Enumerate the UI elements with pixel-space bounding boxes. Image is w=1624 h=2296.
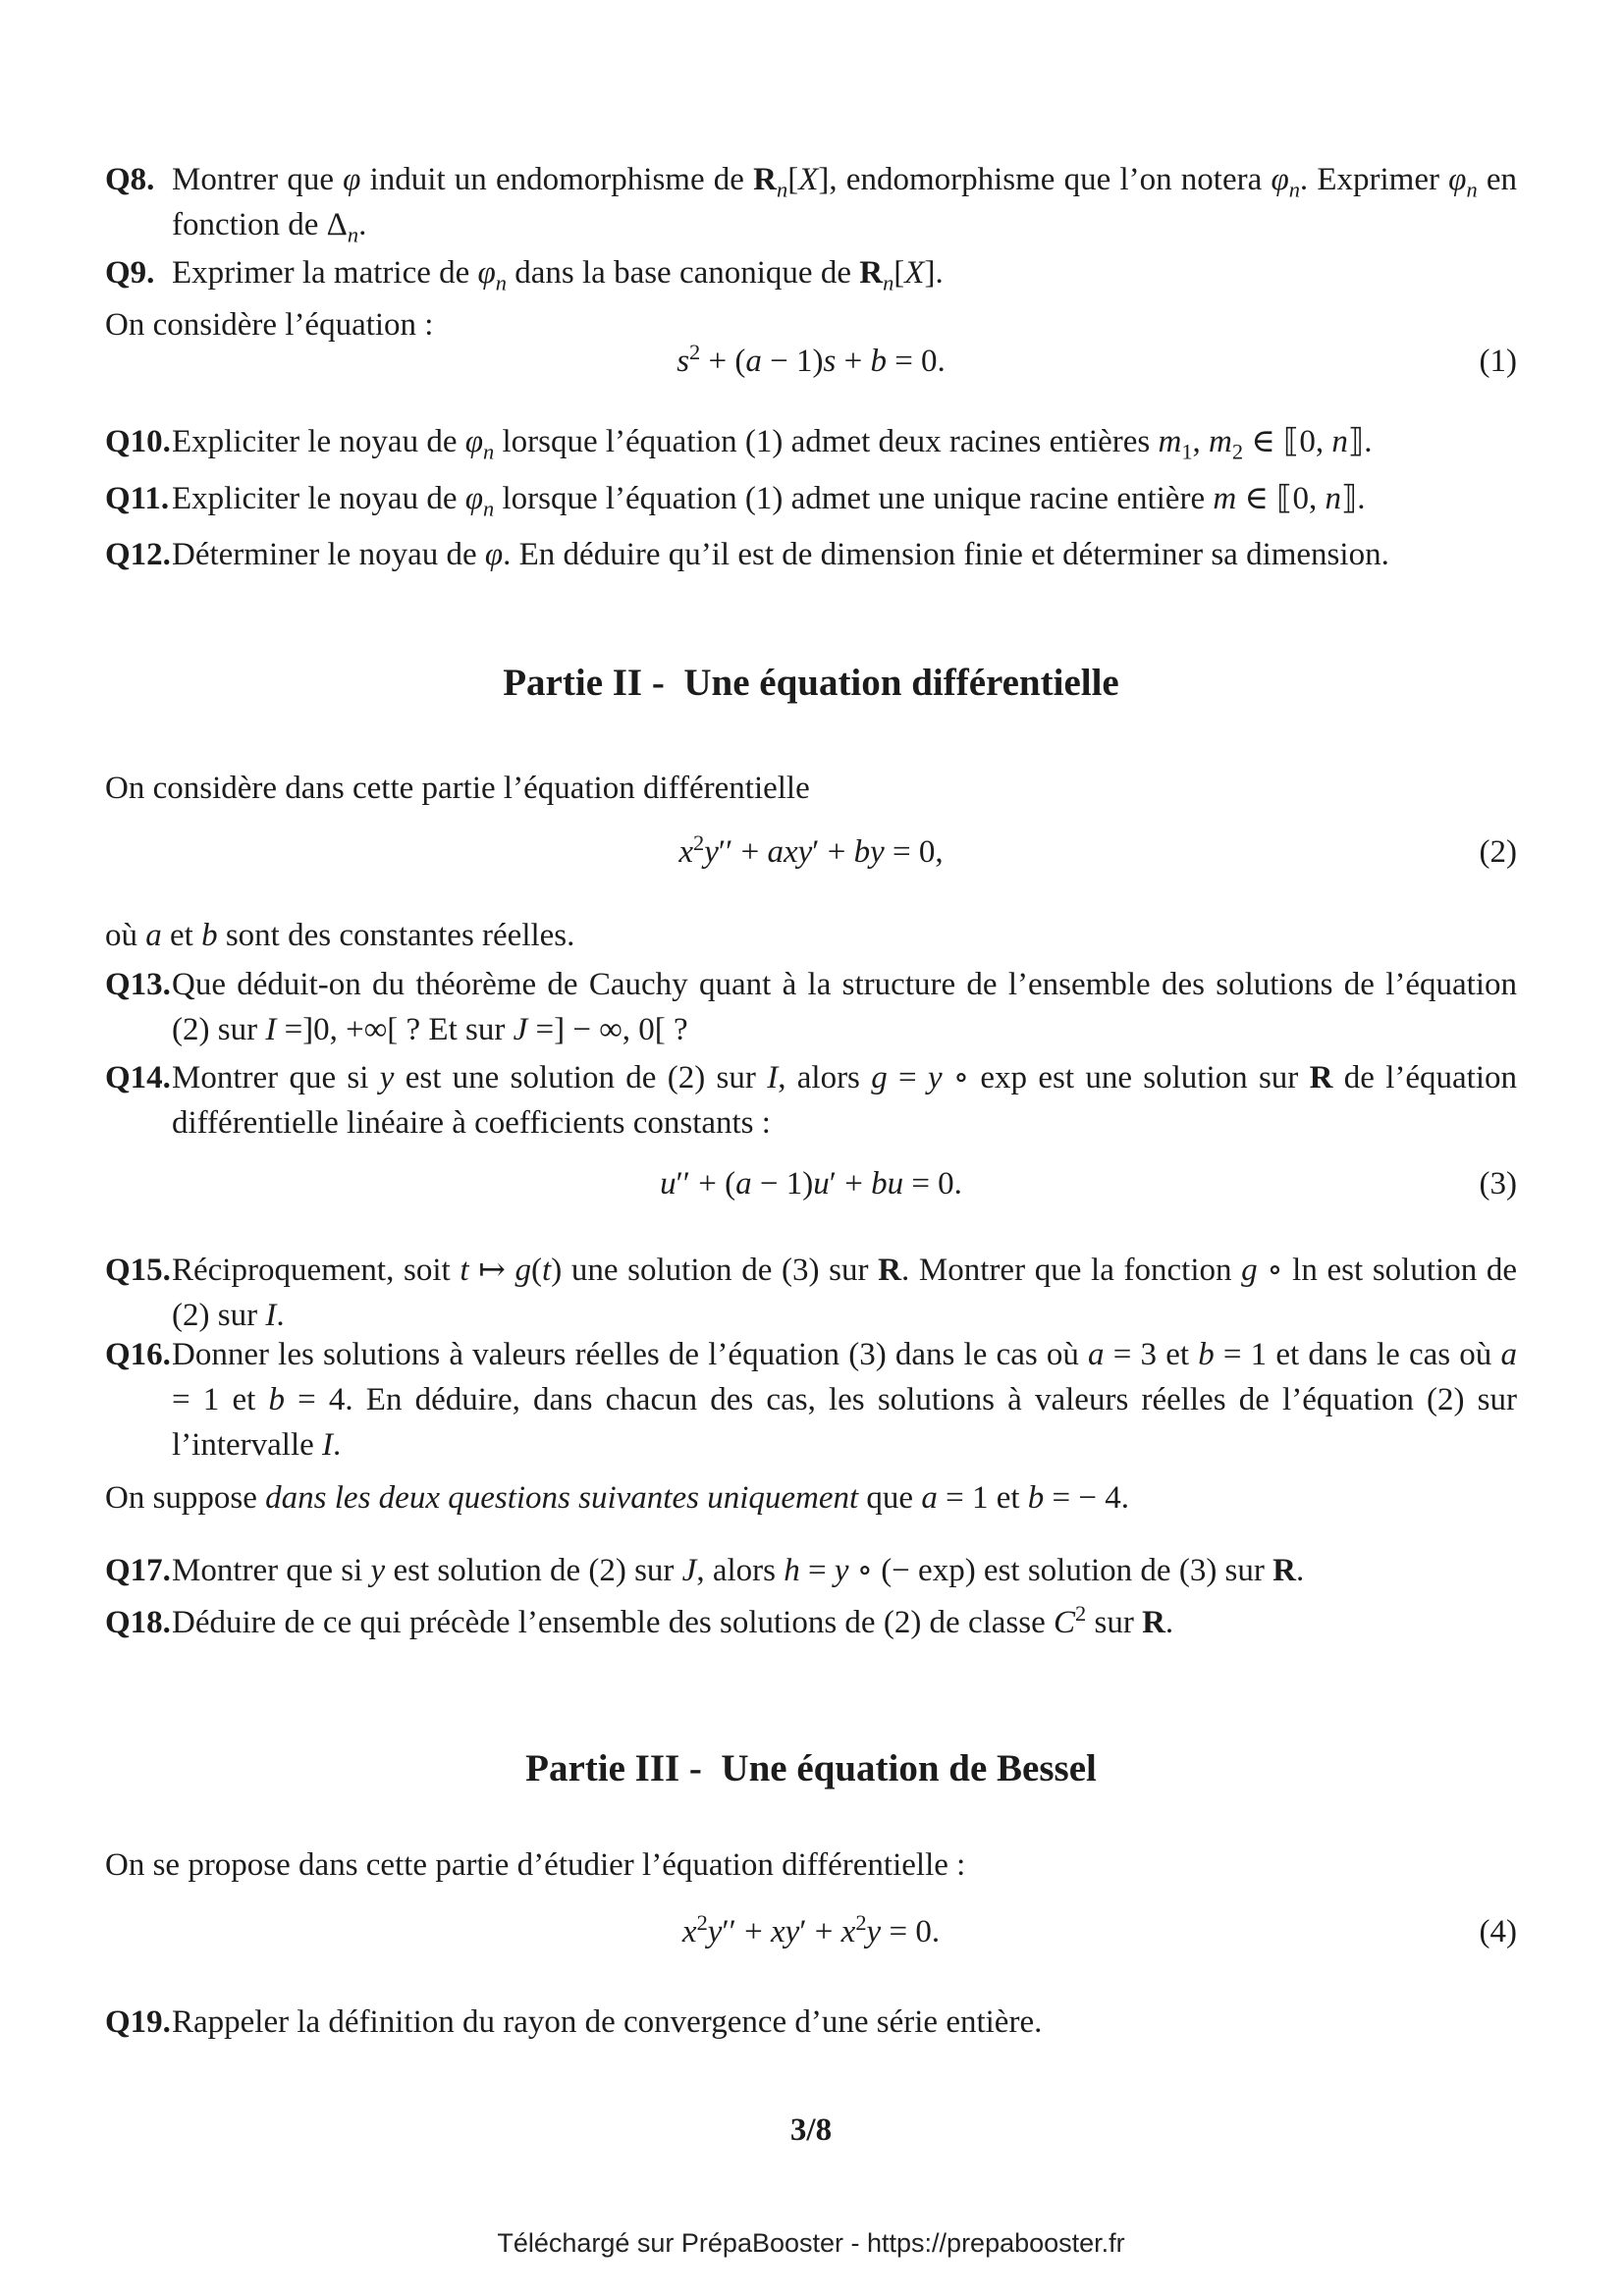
question-q13 — [105, 962, 1517, 1052]
question-q12 — [105, 532, 1517, 577]
question-body: Déduire de ce qui précède l’ensemble des solutions de (2) de classe $C^2$ sur R. — [172, 1601, 1174, 1640]
question-text — [105, 250, 1517, 295]
equation-number: (4) — [1479, 1914, 1517, 1949]
paragraph-text: On suppose dans les deux questions suivantes uniquement que a = 1 et b = − 4. — [105, 1480, 1129, 1516]
question-q15 — [105, 1248, 1517, 1338]
page-number: 3/8 — [789, 2112, 833, 2148]
question-text — [105, 1600, 1517, 1645]
question-text — [105, 2000, 1517, 2045]
equation-4 — [105, 1909, 1517, 1954]
question-label: Q13. — [105, 967, 171, 1002]
paragraph-text: On considère dans cette partie l’équation différentielle — [105, 771, 810, 806]
equation-body: $x^2y'' + xy' + x^2y = 0$. — [681, 1910, 941, 1949]
question-label: Q18. — [105, 1605, 171, 1640]
question-label: Q11. — [105, 481, 170, 516]
question-label: Q17. — [105, 1553, 171, 1588]
question-q17 — [105, 1548, 1517, 1593]
question-text — [105, 532, 1517, 577]
paragraph-hypothese — [105, 1475, 1517, 1521]
question-label: Q19. — [105, 2004, 171, 2040]
question-label: Q16. — [105, 1337, 171, 1372]
equation-number: (1) — [1479, 344, 1517, 379]
equation-2 — [105, 829, 1517, 875]
paragraph-partie3-intro — [105, 1842, 1517, 1888]
footer-text: Téléchargé sur PrépaBooster - https://prepabooster.fr — [497, 2228, 1125, 2258]
question-text — [105, 1332, 1517, 1468]
question-text — [105, 1055, 1517, 1146]
section-heading-partie-3: Partie III - Une équation de Bessel — [525, 1747, 1097, 1789]
question-body: Expliciter le noyau de $\varphi_n$ lorsque l’équation (1) admet une unique racine entière m ∈ ⟦0, n⟧. — [172, 481, 1366, 521]
question-text — [105, 157, 1517, 247]
question-text — [105, 476, 1517, 521]
question-body: Que déduit-on du théorème de Cauchy quant à la structure de l’ensemble des solutions de l’équation (2) sur I =]0, +∞[ ? Et sur J =] − ∞, 0[ ? — [172, 967, 1517, 1047]
equation-1 — [105, 339, 1517, 384]
question-q8 — [105, 157, 1517, 247]
question-body: Expliciter le noyau de $\varphi_n$ lorsque l’équation (1) admet deux racines entières $m_1$, $m_2$ ∈ ⟦0, n⟧. — [172, 424, 1373, 464]
question-body: Exprimer la matrice de $\varphi_n$ dans la base canonique de $R_n[X]$. — [172, 255, 944, 295]
question-text — [105, 1248, 1517, 1338]
question-q19 — [105, 2000, 1517, 2045]
paragraph-text: On considère l’équation : — [105, 307, 434, 343]
question-q10 — [105, 419, 1517, 464]
question-label: Q15. — [105, 1253, 171, 1288]
question-label: Q9. — [105, 255, 155, 291]
equation-number: (3) — [1479, 1166, 1517, 1201]
question-q9 — [105, 250, 1517, 295]
question-body: Montrer que φ induit un endomorphisme de $R_n[X]$, endomorphisme que l’on notera $\varphi_n$. Exprimer $\varphi_n$ en fonction de $\Delta_n$. — [172, 162, 1517, 247]
question-q14 — [105, 1055, 1517, 1146]
question-body: Donner les solutions à valeurs réelles de l’équation (3) dans le cas où a = 3 et b = 1 et dans le cas où a = 1 et b = 4. En déduire, dans chacun des cas, les solutions à valeurs réelles de l’équation (2) sur l’intervalle I. — [172, 1337, 1517, 1463]
question-q11 — [105, 476, 1517, 521]
equation-body: u′′ + (a − 1)u′ + bu = 0. — [660, 1166, 962, 1201]
question-label: Q8. — [105, 162, 155, 197]
question-label: Q10. — [105, 424, 171, 459]
question-body: Rappeler la définition du rayon de convergence d’une série entière. — [172, 2004, 1043, 2040]
question-text — [105, 419, 1517, 464]
paragraph-text: où a et b sont des constantes réelles. — [105, 918, 575, 953]
equation-body: $s^2 + (a - 1)s + b = 0$. — [677, 340, 946, 379]
equation-body: $x^2y'' + axy'$ + by = 0, — [678, 830, 944, 870]
question-body: Réciproquement, soit t ↦ g(t) une solution de (3) sur R. Montrer que la fonction g ∘ ln est solution de (2) sur I. — [172, 1253, 1518, 1333]
paragraph-partie2-intro — [105, 766, 1517, 811]
question-body: Déterminer le noyau de φ. En déduire qu’il est de dimension finie et déterminer sa dimension. — [172, 537, 1389, 572]
question-label: Q14. — [105, 1060, 171, 1095]
equation-number: (2) — [1479, 834, 1517, 870]
question-label: Q12. — [105, 537, 171, 572]
question-text — [105, 1548, 1517, 1593]
question-q18 — [105, 1600, 1517, 1645]
equation-3 — [105, 1161, 1517, 1206]
section-heading-partie-2: Partie II - Une équation différentielle — [503, 662, 1119, 704]
paragraph-text: On se propose dans cette partie d’étudier l’équation différentielle : — [105, 1847, 966, 1883]
question-body: Montrer que si y est solution de (2) sur J, alors h = y ∘ (− exp) est solution de (3) sur R. — [172, 1553, 1305, 1588]
paragraph-constantes — [105, 913, 1517, 958]
question-body: Montrer que si y est une solution de (2) sur I, alors g = y ∘ exp est une solution sur R de l’équation différentielle linéaire à coefficients constants : — [172, 1060, 1518, 1141]
question-text — [105, 962, 1517, 1052]
question-q16 — [105, 1332, 1517, 1468]
